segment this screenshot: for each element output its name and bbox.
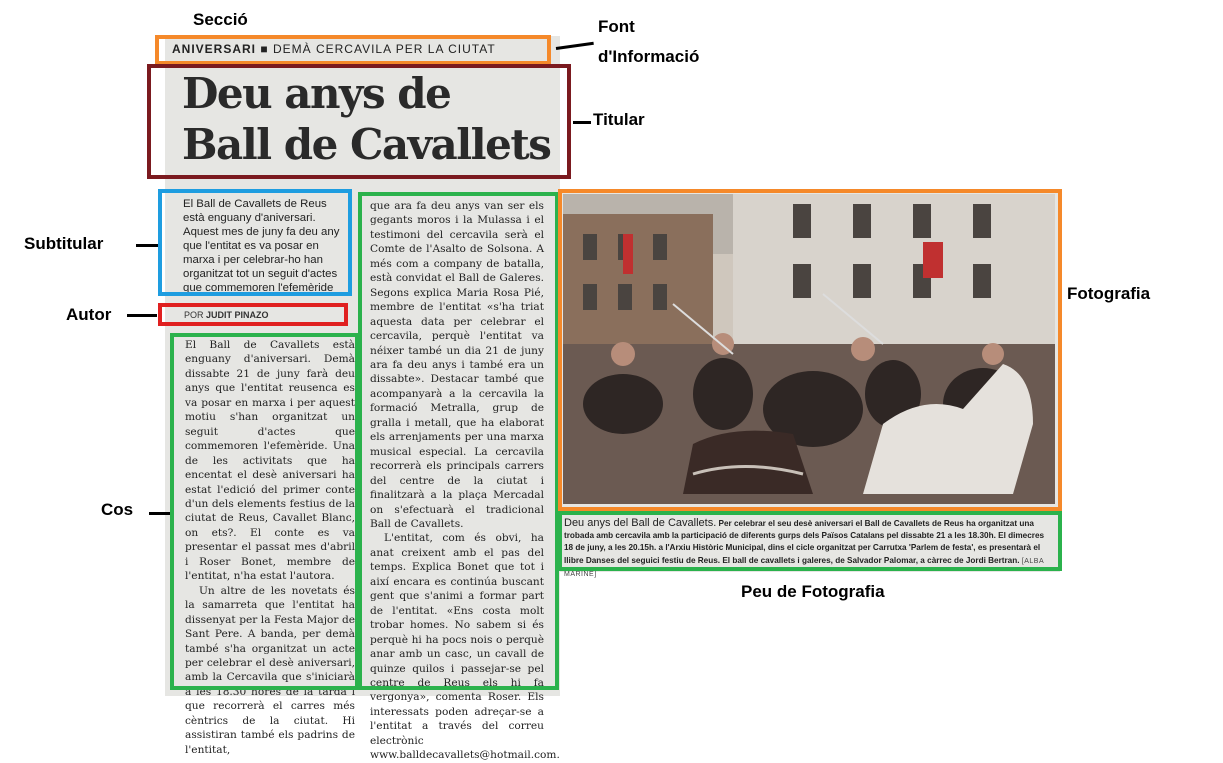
body-paragraph: que ara fa deu anys van ser els gegants moros i la Mulassa i el testimoni del cercavila serà el Comte de l'Asalto de Solsona. A més com a company de batalla, està convidat el Ball de Galeres. Segons explica Maria Rosa Pié, membre de l'entitat «s'ha triat aquesta data per celebrar el cercavila, perquè l'entitat va néixer també un dia 21 de juny ara fa deu anys i també era un dissabte». Destacar també que acompanyarà a la cercavila la formació Metralla, grup de gralla i metall, que ha elaborat els arrenjaments per una marxa musical especial. La cercavila recorrerà els principals carrers del centre de la ciutat i finalitzarà a la plaça Mercadal on s'efectuarà el tradicional Ball de Cavallets. [370,200,544,530]
source-text: DEMÀ CERCAVILA PER LA CIUTAT [272,42,496,56]
cos-connector [149,512,170,515]
author-name: JUDIT PINAZO [206,310,269,320]
seccio-box [155,35,551,65]
section-name: ANIVERSARI [172,42,257,56]
body-paragraph: L'entitat, com és obvi, ha anat creixent amb el pas del temps. Explica Bonet que tot i així encara es continúa buscant gent que s'animi a formar part de l'entitat. «Ens costa molt trobar homes. No sabem si és perquè hi ha pocs nois o perquè anar amb un casc, un cavall de quinze quilos i passejar-se pel centre de Reus els hi fa vergonya», comenta Roser. Els interessats poden adreçar-se a l'entitat a través del correu electrònic www.balldecavallets@hotmail.com. [370,532,560,762]
caption-lead: Deu anys del Ball de Cavallets. [564,517,717,529]
label-seccio: Secció [193,10,248,29]
cos-box-1 [170,333,359,690]
subtitular-box [158,189,352,296]
body-paragraph: Un altre de les novetats és la samarreta que l'entitat ha dissenyat per la Festa Major de Sant Pere. A banda, per demà també s'ha organitzat un acte per celebrar el desè aniversari, amb la Cercavila que s'iniciarà a les 18.30 hores de la tarda i que recorrerà el carres més cèntrics de la ciutat. Hi assistiran també els padrins de l'entitat, [185,584,355,756]
label-font-line2: d'Informació [598,47,700,66]
cos-box-2 [358,192,559,690]
author-prefix: POR [184,310,204,320]
bullet-glyph: ■ [260,42,269,56]
peu-box [558,511,1062,571]
label-peu-fotografia: Peu de Fotografia [741,582,885,601]
label-autor: Autor [66,305,112,324]
body-paragraph: El Ball de Cavallets està enguany d'aniversari. Demà dissabte 21 de juny farà deu anys que l'entitat reusenca es va posar en marxa i per aquest motiu s'han organitzat un seguit d'actes que commemoren l'efemèride. Una de les activitats que ha encentat el desè aniversari ha estat l'edició del primer conte d'un dels elements festius de la ciutat de Reus, Cavallet Blanc, on ets?. El conte es va presentar el passat mes d'abril i Roser Bonet, membre de l'entitat, n'ha estat l'autora. [185,339,355,583]
font-connector [556,42,594,50]
label-font-line1: Font [598,17,635,36]
titular-box [147,64,571,179]
subtitular-connector [136,244,158,247]
label-cos: Cos [101,500,134,519]
autor-box [158,303,348,326]
subtitle: El Ball de Cavallets de Reus està enguany d'aniversari. Aquest mes de juny fa deu any que l'entitat es va posar en marxa i per celebrar-ho han organitzat tot un seguit d'actes que commemoren l'efemèride [183,198,340,294]
titular-connector [573,121,591,124]
photo-credit: [ALBA MARINÉ] [564,557,1044,578]
label-fotografia: Fotografia [1067,284,1151,303]
headline: Deu anys de Ball de Cavallets [182,69,551,169]
autor-connector [127,314,157,317]
label-subtitular: Subtitular [24,234,104,253]
caption-text: Per celebrar el seu desè aniversari el Ball de Cavallets de Reus ha organitzat una trobada amb cercavila amb la participació de diferents gurps dels Països Catalans pel dissabte 21 a les 18.30h. El dimecres 18 de juny, a les 20.15h. a l'Arxiu Històric Municipal, dins el cicle organitzat per Carrutxa 'Parlem de festa', es presentarà el llibre Danses del seguici festiu de Reus. El ball de cavallets i galeres, de Salvador Palomar, a càrrec de Jordi Bertran. [564,519,1045,565]
fotografia-box [558,189,1062,511]
label-titular: Titular [593,110,645,129]
